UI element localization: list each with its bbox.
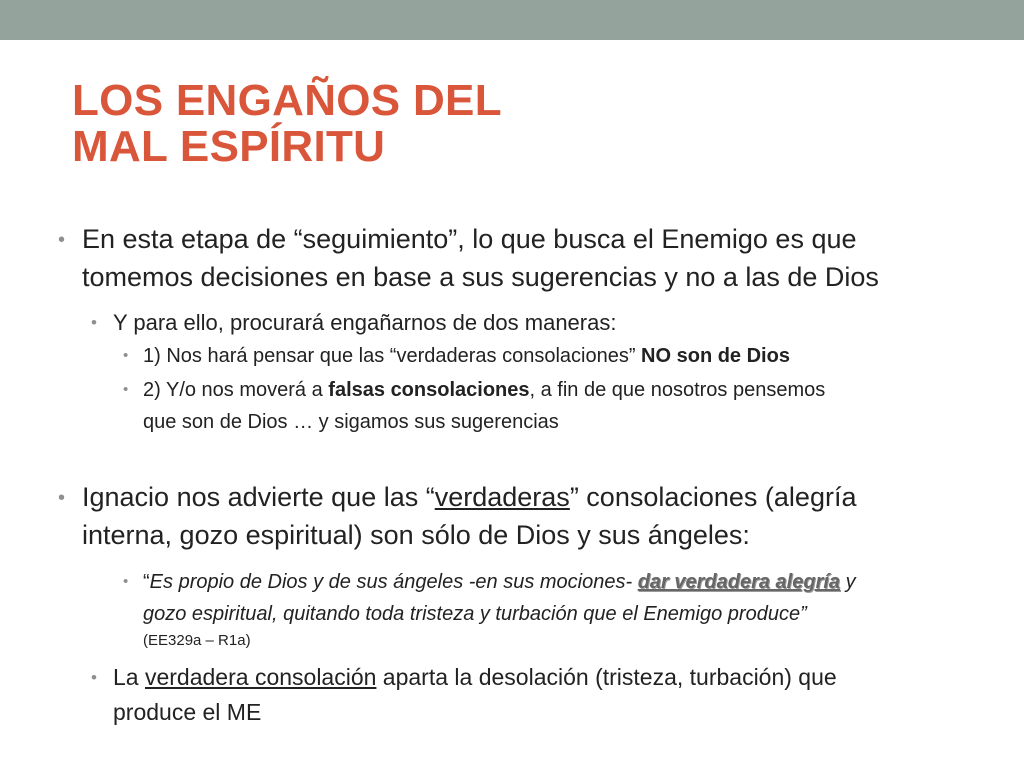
bullet-dot: • bbox=[91, 668, 97, 687]
manera-2-line-1 bbox=[143, 374, 963, 406]
ignacio-line-1 bbox=[82, 478, 982, 516]
quote-line-2 bbox=[143, 598, 963, 630]
sub-sub-bullet-manera-2 bbox=[123, 374, 963, 438]
quote-reference: (EE329a – R1a) bbox=[143, 632, 251, 649]
ignacio-line-2: interna, gozo espiritual) son sólo de Dios y sus ángeles: bbox=[82, 520, 750, 550]
ignacio-post: ” consolaciones (alegría bbox=[569, 482, 857, 512]
quote-italic-1: Es propio de Dios y de sus ángeles -en sus mociones- bbox=[149, 571, 638, 593]
consolacion-post: aparta la desolación (tristeza, turbación) que bbox=[376, 664, 837, 690]
bullet-text-line-1: En esta etapa de “seguimiento”, lo que busca el Enemigo es que bbox=[82, 224, 857, 254]
bullet-seguimiento bbox=[58, 220, 982, 296]
manera-2-post: , a fin de que nosotros pensemos bbox=[529, 379, 826, 401]
bullet-dot: • bbox=[58, 487, 66, 509]
consolacion-pre: La bbox=[113, 664, 145, 690]
sub-bullet-verdadera-consolacion bbox=[91, 660, 963, 730]
bullet-dot: • bbox=[123, 381, 129, 398]
quote-line-2-text: gozo espiritual, quitando toda tristeza y turbación que el Enemigo produce” bbox=[143, 603, 807, 625]
bullet-dot: • bbox=[123, 347, 129, 364]
quote-open: “ bbox=[143, 571, 150, 593]
manera-1-text bbox=[143, 340, 963, 372]
title-line-2: MAL ESPÍRITU bbox=[72, 122, 386, 171]
bullet-text-line-2: tomemos decisiones en base a sus sugerencias y no a las de Dios bbox=[82, 262, 879, 292]
ignacio-pre: Ignacio nos advierte que las “ bbox=[82, 482, 435, 512]
quote-line-1 bbox=[143, 566, 963, 598]
bullet-ignacio bbox=[58, 478, 982, 554]
quote-italic-2: y bbox=[840, 571, 856, 593]
consolacion-line-2: produce el ME bbox=[113, 699, 262, 725]
manera-2-pre: 2) Y/o nos moverá a bbox=[143, 379, 329, 401]
sub-bullet-text: Y para ello, procurará engañarnos de dos maneras: bbox=[113, 310, 617, 335]
manera-2-bold: falsas consolaciones bbox=[328, 379, 530, 401]
ignacio-underlined: verdaderas bbox=[434, 482, 570, 512]
quote-emphasis-text: dar verdadera alegría bbox=[637, 571, 841, 593]
manera-1-bold: NO son de Dios bbox=[641, 345, 790, 367]
title-line-1: LOS ENGAÑOS DEL bbox=[72, 76, 502, 125]
bullet-dot: • bbox=[58, 229, 66, 251]
manera-1-pre: 1) Nos hará pensar que las “verdaderas consolaciones” bbox=[143, 345, 642, 367]
consolacion-line-1 bbox=[113, 660, 963, 695]
bullet-dot: • bbox=[123, 573, 129, 590]
quote-emphasis bbox=[638, 571, 840, 593]
sub-sub-bullet-quote bbox=[123, 566, 963, 652]
bullet-dot: • bbox=[91, 313, 97, 332]
consolacion-underlined: verdadera consolación bbox=[144, 664, 377, 690]
manera-2-line-2: que son de Dios … y sigamos sus sugerencias bbox=[143, 411, 559, 433]
sub-sub-bullet-manera-1 bbox=[123, 340, 963, 372]
sub-bullet-dos-maneras bbox=[91, 308, 963, 338]
